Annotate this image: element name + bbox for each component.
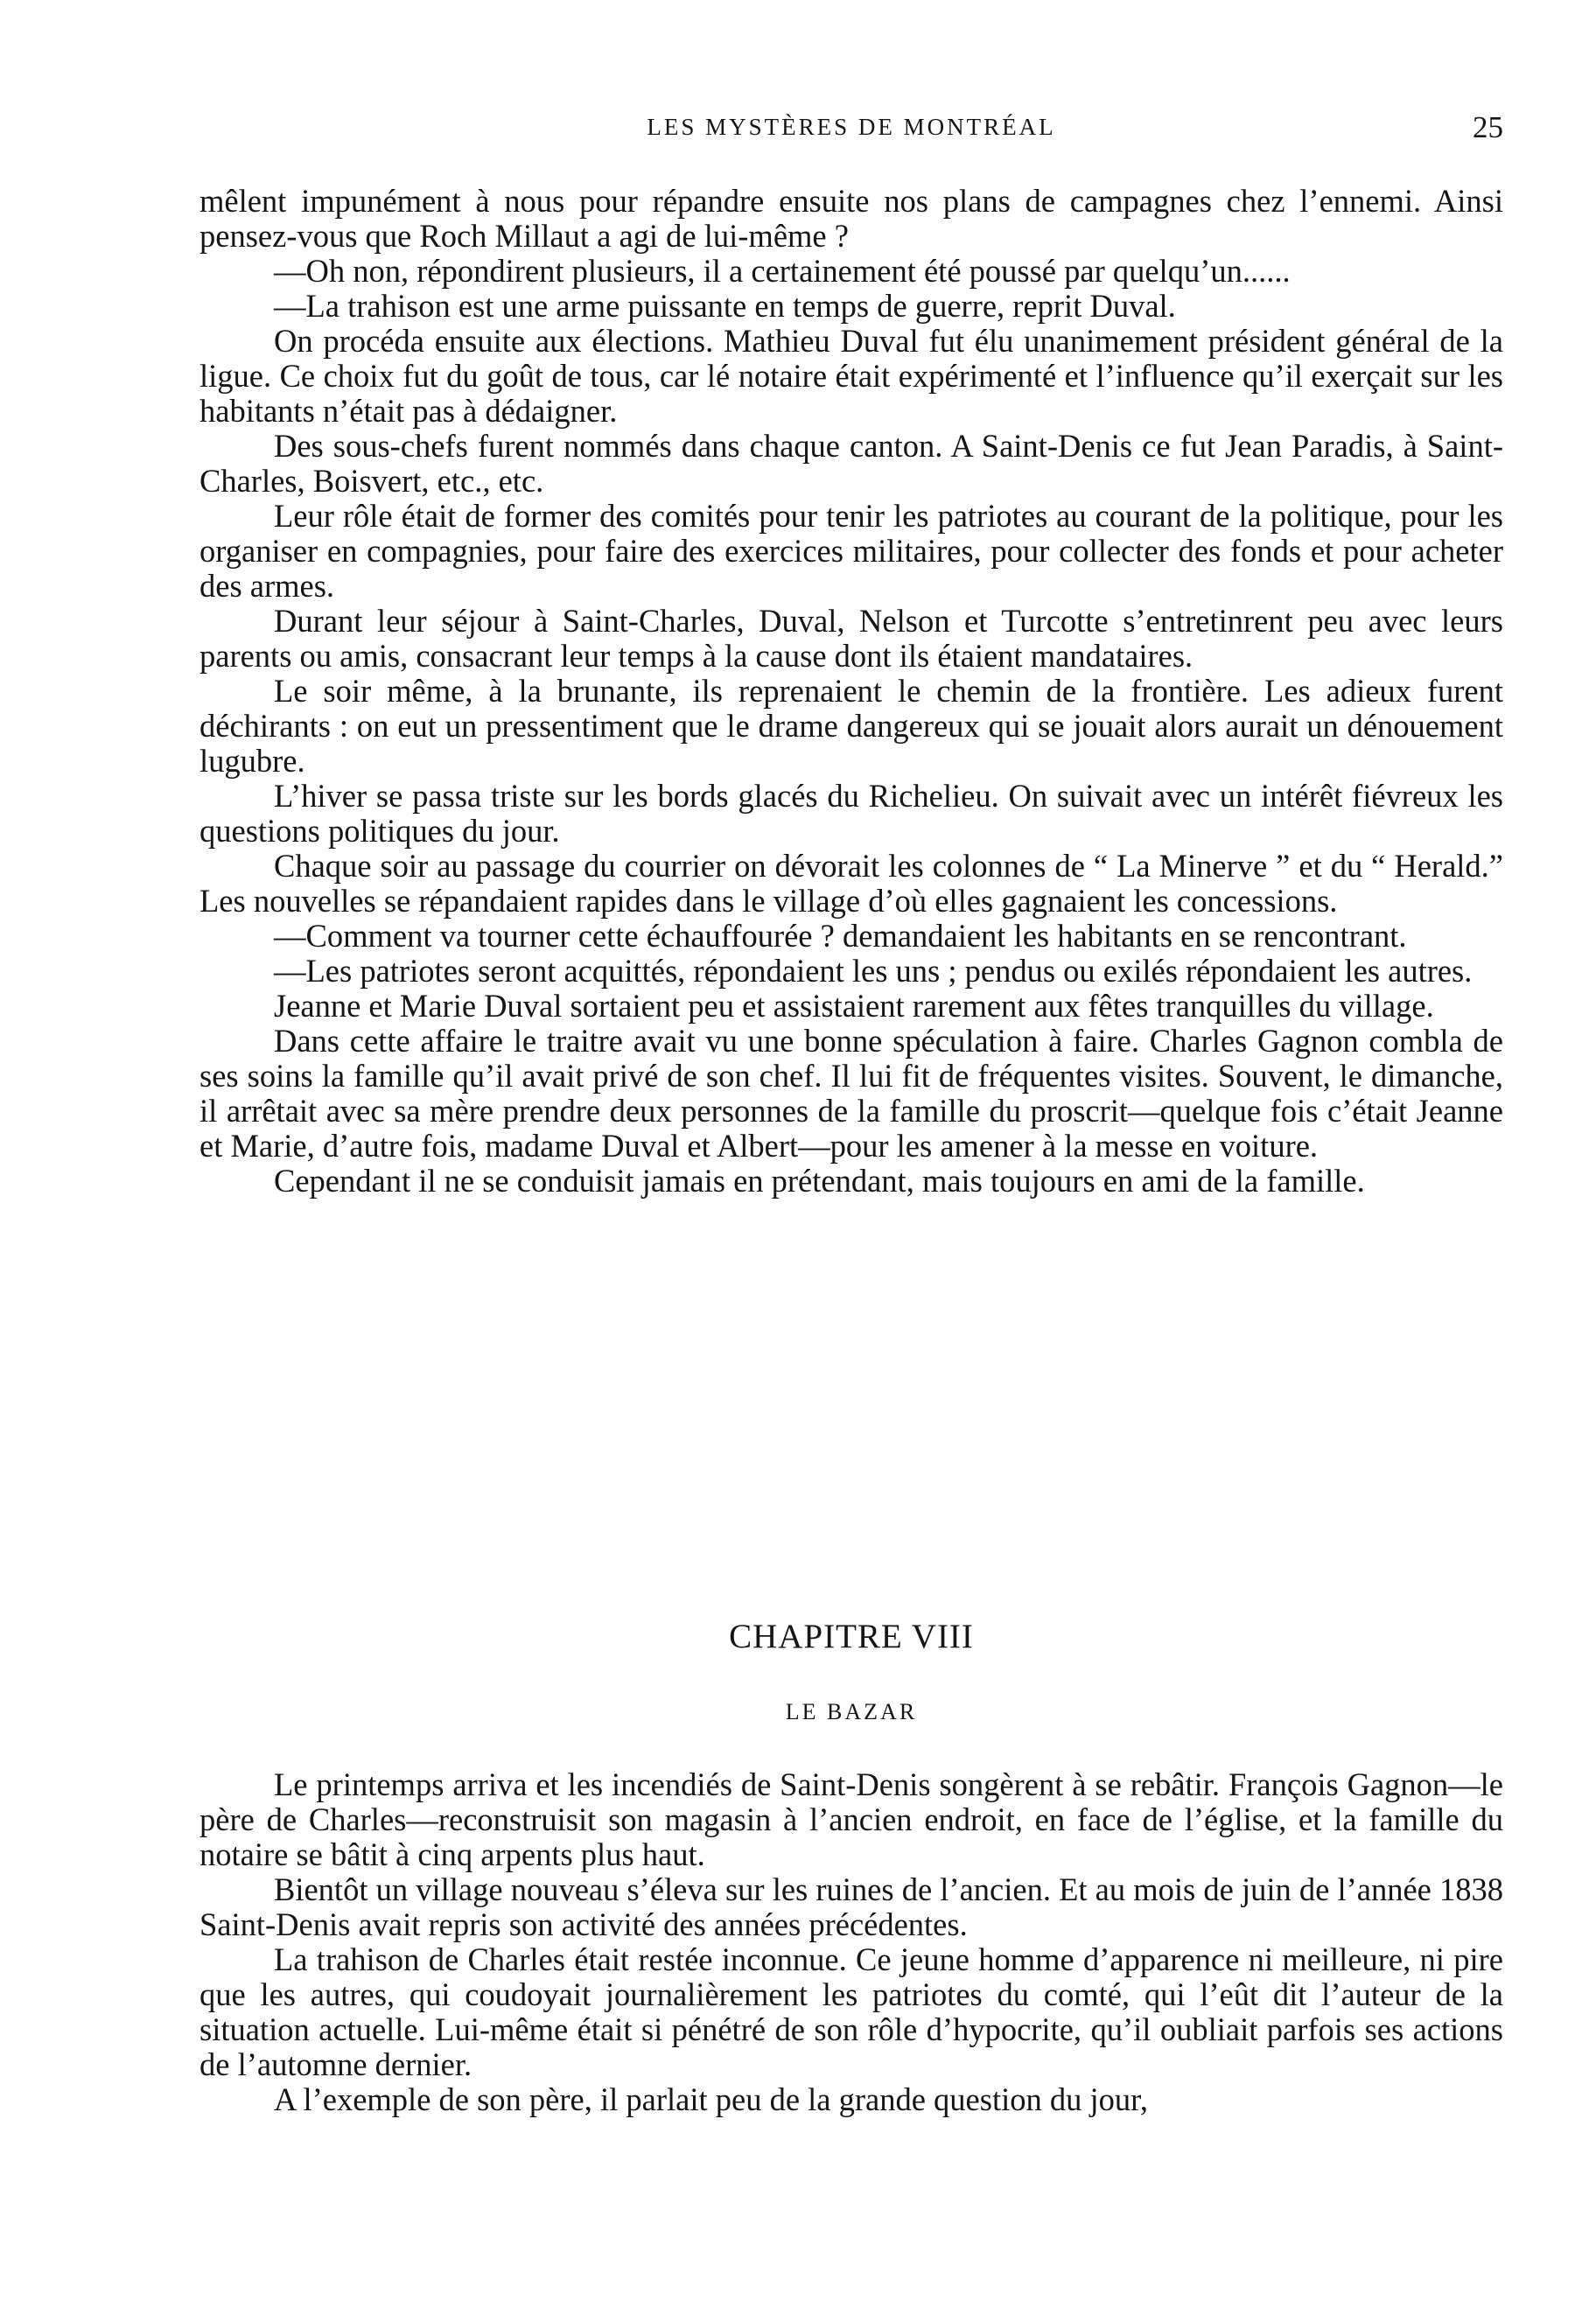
paragraph: Leur rôle était de former des comités pour tenir les patriotes au courant de la politique, pour les organiser en compagnies, pour faire des exercices militaires, pour collecter des fonds et pour acheter des armes. <box>200 498 1503 604</box>
paragraph: —Oh non, répondirent plusieurs, il a certainement été poussé par quelqu’un...... <box>274 253 1291 289</box>
paragraph: Chaque soir au passage du courrier on dévorait les colonnes de “ La Minerve ” et du “ Herald.” Les nouvelles se répandaient rapides dans le village d’où elles gagnaient les concessions. <box>200 848 1503 919</box>
chapter-title: CHAPITRE VIII <box>729 1618 974 1655</box>
paragraph: Cependant il ne se conduisit jamais en prétendant, mais toujours en ami de la famille. <box>274 1163 1365 1199</box>
paragraph: Des sous-chefs furent nommés dans chaque canton. A Saint-Denis ce fut Jean Paradis, à Saint-Charles, Boisvert, etc., etc. <box>200 428 1503 499</box>
paragraph: —Comment va tourner cette échauffourée ? demandaient les habitants en se rencontrant. <box>274 918 1407 954</box>
chapter-subtitle: LE BAZAR <box>785 1699 918 1724</box>
text-block-before-chapter <box>200 184 1503 1199</box>
paragraph: —La trahison est une arme puissante en temps de guerre, reprit Duval. <box>274 288 1176 324</box>
paragraph: Jeanne et Marie Duval sortaient peu et assistaient rarement aux fêtes tranquilles du village. <box>274 988 1434 1024</box>
running-header <box>200 110 1503 145</box>
paragraph: Dans cette affaire le traitre avait vu une bonne spéculation à faire. Charles Gagnon combla de ses soins la famille qu’il avait privé de son chef. Il lui fit de fréquentes visites. Souvent, le dimanche, il arrêtait avec sa mère prendre deux personnes de la famille du proscrit—quelque fois c’était Jeanne et Marie, d’autre fois, madame Duval et Albert—pour les amener à la messe en voiture. <box>200 1023 1503 1164</box>
paragraph: Le soir même, à la brunante, ils reprenaient le chemin de la frontière. Les adieux furent déchirants : on eut un pressentiment que le drame dangereux qui se jouait alors aurait un dénouement lugubre. <box>200 673 1503 779</box>
running-title: LES MYSTÈRES DE MONTRÉAL <box>647 114 1056 140</box>
paragraph-last: A l’exemple de son père, il parlait peu de la grande question du jour, <box>274 2081 1148 2117</box>
paragraph-continued: mêlent impunément à nous pour répandre ensuite nos plans de campagnes chez l’ennemi. Ainsi pensez-vous que Roch Millaut a agi de lui-même ? <box>200 183 1503 254</box>
paragraph: —Les patriotes seront acquittés, répondaient les uns ; pendus ou exilés répondaient les autres. <box>274 953 1473 989</box>
text-block-after-chapter <box>200 1767 1503 2117</box>
paragraph: Durant leur séjour à Saint-Charles, Duval, Nelson et Turcotte s’entretinrent peu avec leurs parents ou amis, consacrant leur temps à la cause dont ils étaient mandataires. <box>200 603 1503 674</box>
paragraph: L’hiver se passa triste sur les bords glacés du Richelieu. On suivait avec un intérêt fiévreux les questions politiques du jour. <box>200 778 1503 849</box>
paragraph: La trahison de Charles était restée inconnue. Ce jeune homme d’apparence ni meilleure, ni pire que les autres, qui coudoyait journalièrement les patriotes du comté, qui l’eût dit l’auteur de la situation actuelle. Lui-même était si pénétré de son rôle d’hypocrite, qu’il oubliait parfois ses actions de l’automne dernier. <box>200 1941 1503 2082</box>
paragraph: Le printemps arriva et les incendiés de Saint-Denis songèrent à se rebâtir. François Gagnon—le père de Charles—reconstruisit son magasin à l’ancien endroit, en face de l’église, et la famille du notaire se bâtit à cinq arpents plus haut. <box>200 1766 1503 1872</box>
paragraph: Bientôt un village nouveau s’éleva sur les ruines de l’ancien. Et au mois de juin de l’année 1838 Saint-Denis avait repris son activité des années précédentes. <box>200 1871 1503 1942</box>
paragraph: On procéda ensuite aux élections. Mathieu Duval fut élu unanimement président général de la ligue. Ce choix fut du goût de tous, car lé notaire était expérimenté et l’influence qu’il exerçait sur les habitants n’était pas à dédaigner. <box>200 323 1503 429</box>
page-number: 25 <box>1473 110 1503 144</box>
